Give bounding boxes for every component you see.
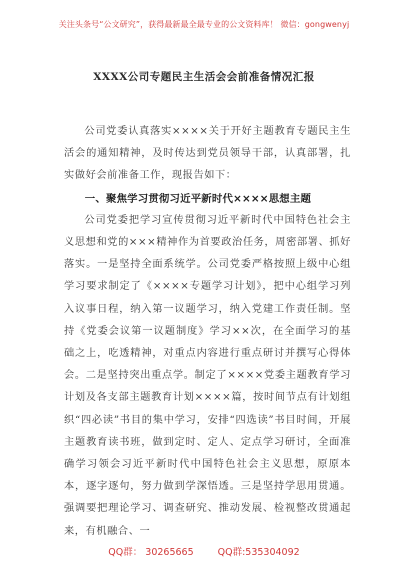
banner-text: 关注头条号“公文研究”，获得最新最全最专业的公文资料库！ 微信：gongwenyj bbox=[58, 19, 350, 29]
intro-paragraph: 公司党委认真落实××××关于开好主题教育专题民主生活会的通知精神，及时传达到党员领导干部，认真部署，扎实做好会前准备工作，现报告如下： bbox=[64, 126, 351, 182]
document-title: XXXX公司专题民主生活会会前准备情况汇报 bbox=[93, 71, 315, 83]
section-paragraph: 公司党委把学习宣传贯彻习近平新时代中国特色社会主义思想和党的×××精神作为首要政治任务，周密部署、抓好落实。一是坚持全面系统学。公司党委严格按照上级中心组学习要求制定了《××××专题学习计划》，把中心组学习列入议事日程，纳入第一议题学习，纳入党建工作责任制。坚持《党委会议第一议题制度》学习××次，在全面学习的基础之上，吃透精神，对重点内容进行重点研讨并撰写心得体会。二是坚持突出重点学。制定了××××党委主题教育学习计划及各支部主题教育计划××××篇，按时间节点有计划组织“四必读”书目的集中学习，安排“四选读”书目时间，开展主题教育读书班，做到定时、定人、定点学习研讨，全面准确学习领会习近平新时代中国特色社会主义思想，原原本本，逐字逐句，努力做到学深悟透。三是坚持学思用贯通。强调要把理论学习、调查研究、推动发展、检视整改贯通起来，有机融合、一 bbox=[64, 214, 351, 537]
footer-qq-group-2: QQ群:535304092 bbox=[217, 547, 300, 558]
section-heading: 一、聚焦学习贯彻习近平新时代××××思想主题 bbox=[84, 192, 312, 205]
document-body bbox=[64, 121, 351, 543]
footer-qq-group-1: QQ群： 30265665 bbox=[108, 547, 194, 558]
top-banner bbox=[0, 7, 408, 41]
footer bbox=[0, 544, 408, 558]
